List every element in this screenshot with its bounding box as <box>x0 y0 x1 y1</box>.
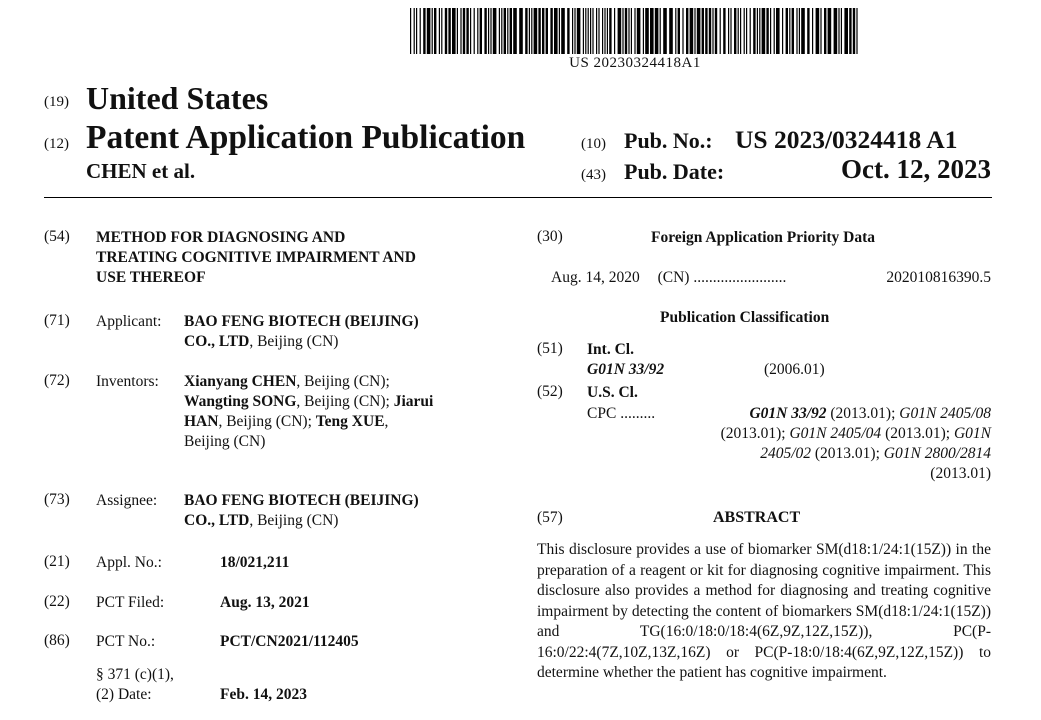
barcode-bar <box>542 8 544 54</box>
cpc-year: (2013.01); <box>814 445 880 462</box>
barcode-bar <box>838 8 839 54</box>
barcode-bar <box>609 8 611 54</box>
inventor-name: Wangting SONG <box>184 393 297 410</box>
leader-dots: ........................ <box>693 269 787 286</box>
barcode-bar <box>484 8 486 54</box>
barcode-bar <box>682 8 683 54</box>
cpc-year: (2013.01); <box>885 425 951 442</box>
barcode-bar <box>669 8 673 54</box>
assignee-name-cont: CO., LTD <box>184 512 250 529</box>
assignee-location: , Beijing (CN) <box>249 512 339 529</box>
barcode-bar <box>675 8 676 54</box>
inventor-name: Xianyang CHEN <box>184 373 297 390</box>
inid-code-57: (57) <box>537 509 563 526</box>
barcode-bar <box>757 8 758 54</box>
barcode-bar <box>631 8 632 54</box>
barcode-bar <box>432 8 433 54</box>
barcode-bar <box>519 8 523 54</box>
cpc-year: (2013.01); <box>830 405 896 422</box>
barcode-bar <box>567 8 569 54</box>
inid-code-73: (73) <box>44 491 70 508</box>
inid-code-10: (10) <box>581 136 606 152</box>
barcode-bar <box>583 8 584 54</box>
inid-code-71: (71) <box>44 312 70 329</box>
cpc-classification <box>587 404 991 484</box>
abstract-text: This disclosure provides a use of biomarker SM(d18:1/24:1(15Z)) in the preparation of a reagent or kit for diagnosing cognitive impairment. This disclosure also provides a method for diagnosing and treating cognitive impairment by detecting the content of biomarkers SM(d18:1/24:1(15Z)) and TG(16:0/18:0/18:4(6Z,9Z,12Z,15Z)), PC(P-16:0/22:4(7Z,10Z,13Z,16Z) or PC(P-18:0/18:4(6Z,9Z,12Z,15Z)) to determine whether the patient has cognitive impairment. <box>537 541 991 681</box>
inid-code-22: (22) <box>44 593 70 610</box>
inid-code-72: (72) <box>44 372 70 389</box>
barcode-bar <box>592 8 593 54</box>
barcode-bar <box>849 8 851 54</box>
barcode-bar <box>750 8 751 54</box>
barcode-bar <box>414 8 415 54</box>
barcode-bar <box>730 8 731 54</box>
priority-number: 202010816390.5 <box>886 269 991 286</box>
barcode-bar <box>470 8 471 54</box>
barcode-bar <box>812 8 813 54</box>
cpc-main-class: G01N 33/92 <box>749 405 827 422</box>
barcode-bar <box>427 8 431 54</box>
barcode-bar <box>499 8 500 54</box>
appl-no-label: Appl. No.: <box>96 554 162 571</box>
barcode-bar <box>697 8 701 54</box>
barcode-bar <box>776 8 780 54</box>
inventor-location: , <box>384 413 389 430</box>
barcode-bar <box>441 8 442 54</box>
inid-code-21: (21) <box>44 553 70 570</box>
barcode-bar <box>807 8 809 54</box>
barcode-bar <box>416 8 417 54</box>
cpc-class-cont: 2405/02 <box>760 445 812 462</box>
barcode-bar <box>559 8 560 54</box>
barcode-bar <box>792 8 794 54</box>
barcode-bar <box>728 8 729 54</box>
barcode-bar <box>789 8 790 54</box>
applicant-name-cont: CO., LTD <box>184 333 250 350</box>
inventor-name: Teng XUE <box>315 413 385 430</box>
barcode-bar <box>423 8 425 54</box>
inventors <box>184 372 504 452</box>
barcode-bar <box>531 8 532 54</box>
inid-code-12: (12) <box>44 136 69 152</box>
barcode-bar <box>762 8 766 54</box>
barcode-bar <box>534 8 538 54</box>
inid-code-30: (30) <box>537 228 563 245</box>
document-type: Patent Application Publication <box>86 119 526 156</box>
inventors-label: Inventors: <box>96 373 159 390</box>
barcode-bar <box>734 8 736 54</box>
barcode-bar <box>602 8 603 54</box>
inventor-name: Jiarui <box>393 393 434 410</box>
barcode-bar <box>452 8 456 54</box>
invention-title <box>96 228 506 288</box>
barcode-bar <box>820 8 821 54</box>
barcode-bar <box>828 8 832 54</box>
barcode-bar <box>622 8 623 54</box>
cpc-class: G01N 2405/08 <box>899 405 991 422</box>
barcode-bar <box>759 8 760 54</box>
publication-classification-heading: Publication Classification <box>660 309 830 326</box>
applicant-label: Applicant: <box>96 313 162 330</box>
barcode-bar <box>856 8 857 54</box>
barcode-bar <box>738 8 739 54</box>
priority-entry <box>551 268 991 288</box>
inventor-location: Beijing (CN) <box>184 433 266 450</box>
section-371-label: § 371 (c)(1), <box>96 666 174 683</box>
assignee-label: Assignee: <box>96 492 158 509</box>
barcode-bar <box>463 8 465 54</box>
barcode-bar <box>770 8 771 54</box>
priority-date: Aug. 14, 2020 <box>551 269 640 286</box>
inid-code-43: (43) <box>581 167 606 183</box>
barcode-bar <box>572 8 573 54</box>
barcode-bar <box>420 8 421 54</box>
inid-code-52: (52) <box>537 383 563 400</box>
barcode-bar <box>705 8 707 54</box>
pub-date: Oct. 12, 2023 <box>841 154 991 184</box>
barcode-bar <box>504 8 506 54</box>
barcode-bar <box>715 8 717 54</box>
barcode-bar <box>786 8 788 54</box>
barcode-bar <box>577 8 581 54</box>
inid-code-51: (51) <box>537 340 563 357</box>
barcode-bar <box>834 8 838 54</box>
inid-code-86: (86) <box>44 632 70 649</box>
int-cl-label: Int. Cl. <box>587 341 634 358</box>
barcode-bar <box>774 8 775 54</box>
cpc-year: (2013.01) <box>930 465 991 482</box>
barcode-bar <box>474 8 475 54</box>
barcode-bar <box>844 8 848 54</box>
barcode-bar <box>663 8 667 54</box>
cpc-year: (2013.01); <box>720 425 786 442</box>
barcode-bar <box>744 8 745 54</box>
header-divider <box>44 197 992 198</box>
inventor-location: , Beijing (CN); <box>296 393 390 410</box>
title-line: USE THEREOF <box>96 269 206 286</box>
barcode-bar <box>686 8 688 54</box>
inventor-name-cont: HAN <box>184 413 219 430</box>
barcode-bar <box>614 8 615 54</box>
applicant-location: , Beijing (CN) <box>249 333 339 350</box>
barcode-bar <box>490 8 491 54</box>
barcode-bar <box>678 8 680 54</box>
barcode-bar <box>529 8 530 54</box>
cpc-class: G01N 2800/2814 <box>883 445 991 462</box>
barcode-bar <box>550 8 552 54</box>
barcode-bar <box>598 8 599 54</box>
barcode-bar <box>723 8 725 54</box>
barcode-bar <box>410 8 411 54</box>
barcode-bar <box>574 8 575 54</box>
barcode-bar <box>702 8 704 54</box>
abstract-heading: ABSTRACT <box>713 509 801 526</box>
barcode-bar <box>746 8 747 54</box>
barcode-bar <box>480 8 482 54</box>
barcode-bar <box>801 8 805 54</box>
us-cl-label: U.S. Cl. <box>587 384 638 401</box>
barcode-bar <box>460 8 461 54</box>
barcode-bar <box>766 8 768 54</box>
priority-data-heading: Foreign Application Priority Data <box>651 229 876 246</box>
priority-country: (CN) <box>657 269 690 286</box>
barcode-bar <box>625 8 627 54</box>
inventor-location: , Beijing (CN); <box>218 413 312 430</box>
barcode-bar <box>816 8 820 54</box>
barcode <box>410 8 860 54</box>
barcode-number: US 20230324418A1 <box>569 55 701 71</box>
int-cl-year: (2006.01) <box>764 361 825 378</box>
barcode-bar <box>561 8 565 54</box>
barcode-bar <box>510 8 512 54</box>
barcode-bar <box>660 8 661 54</box>
barcode-bar <box>554 8 558 54</box>
authors: CHEN et al. <box>86 159 196 183</box>
barcode-bar <box>782 8 783 54</box>
inid-code-19: (19) <box>44 94 69 110</box>
barcode-bar <box>525 8 527 54</box>
barcode-bar <box>546 8 548 54</box>
barcode-bar <box>740 8 741 54</box>
title-line: TREATING COGNITIVE IMPAIRMENT AND <box>96 249 416 266</box>
cpc-class: G01N 2405/04 <box>789 425 882 442</box>
barcode-bar <box>618 8 622 54</box>
barcode-bar <box>434 8 436 54</box>
pct-no-label: PCT No.: <box>96 633 156 650</box>
barcode-bar <box>488 8 489 54</box>
barcode-bar <box>841 8 842 54</box>
barcode-bar <box>637 8 641 54</box>
assignee <box>184 491 504 531</box>
barcode-bar <box>694 8 695 54</box>
pub-no-label: Pub. No.: <box>624 128 713 153</box>
barcode-bar <box>650 8 654 54</box>
barcode-bar <box>655 8 659 54</box>
barcode-bar <box>477 8 478 54</box>
section-371-date-label: (2) Date: <box>96 686 152 703</box>
applicant <box>184 312 504 352</box>
barcode-bar <box>590 8 591 54</box>
assignee-name: BAO FENG BIOTECH (BEIJING) <box>184 492 419 509</box>
barcode-bar <box>799 8 800 54</box>
barcode-bar <box>501 8 502 54</box>
barcode-bar <box>607 8 608 54</box>
title-line: METHOD FOR DIAGNOSING AND <box>96 229 346 246</box>
appl-no: 18/021,211 <box>220 554 290 571</box>
barcode-bar <box>712 8 713 54</box>
barcode-bar <box>709 8 711 54</box>
barcode-bar <box>643 8 644 54</box>
barcode-bar <box>604 8 605 54</box>
barcode-bar <box>588 8 589 54</box>
barcode-bar <box>596 8 597 54</box>
barcode-bar <box>538 8 540 54</box>
barcode-bar <box>439 8 440 54</box>
country-title: United States <box>86 80 269 116</box>
pub-date-label: Pub. Date: <box>624 159 725 184</box>
barcode-bar <box>585 8 586 54</box>
pct-filed-date: Aug. 13, 2021 <box>220 594 310 611</box>
barcode-bar <box>445 8 447 54</box>
barcode-bar <box>796 8 797 54</box>
section-371-date: Feb. 14, 2023 <box>220 686 307 703</box>
cpc-class: G01N <box>953 425 991 442</box>
barcode-bar <box>448 8 450 54</box>
pct-no: PCT/CN2021/112405 <box>220 633 359 650</box>
int-cl-class: G01N 33/92 <box>587 361 665 378</box>
applicant-name: BAO FENG BIOTECH (BEIJING) <box>184 313 419 330</box>
inid-code-54: (54) <box>44 228 70 245</box>
barcode-bar <box>853 8 855 54</box>
barcode-bar <box>634 8 635 54</box>
barcode-bar <box>457 8 458 54</box>
barcode-bar <box>466 8 468 54</box>
barcode-bar <box>690 8 694 54</box>
barcode-bar <box>628 8 629 54</box>
barcode-bar <box>493 8 497 54</box>
inventor-location: , Beijing (CN); <box>296 373 390 390</box>
cpc-label: CPC ......... <box>587 405 656 422</box>
pct-filed-label: PCT Filed: <box>96 594 165 611</box>
pub-no: US 2023/0324418 A1 <box>735 125 958 154</box>
barcode-bar <box>513 8 517 54</box>
barcode-bar <box>507 8 508 54</box>
barcode-bar <box>824 8 826 54</box>
barcode-bar <box>645 8 649 54</box>
barcode-bar <box>753 8 755 54</box>
barcode-bar <box>720 8 721 54</box>
